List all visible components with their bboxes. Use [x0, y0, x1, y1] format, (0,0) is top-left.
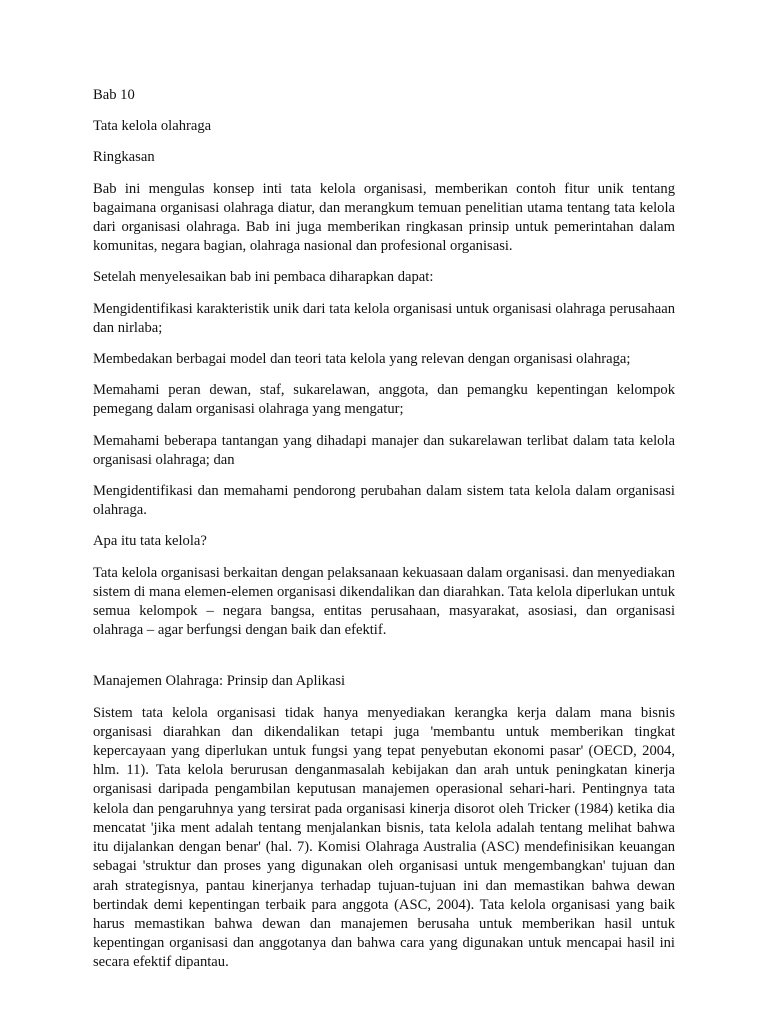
document-page [93, 86, 675, 985]
summary-heading: Ringkasan [93, 149, 155, 166]
page-break-gap [93, 652, 675, 672]
objectives-intro: Setelah menyelesaikan bab ini pembaca diharapkan dapat: [93, 269, 434, 286]
objective-item: Membedakan berbagai model dan teori tata kelola yang relevan dengan organisasi olahraga; [93, 351, 631, 368]
definition-paragraph: Tata kelola organisasi berkaitan dengan pelaksanaan kekuasaan dalam organisasi. dan menyediakan sistem di mana elemen-elemen organisasi dikendalikan dan diarahkan. Tata kelola diperlukan untuk semua kelompok – negara bangsa, entitas perusahaan, masyarakat, asosiasi, dan organisasi olahraga – agar berfungsi dengan baik dan efektif. [93, 564, 676, 639]
objective-item: Mengidentifikasi karakteristik unik dari tata kelola organisasi untuk organisasi olahraga perusahaan dan nirlaba; [93, 300, 675, 336]
summary-paragraph: Bab ini mengulas konsep inti tata kelola organisasi, memberikan contoh fitur unik tentang bagaimana organisasi olahraga diatur, dan merangkum temuan penelitian utama tentang tata kelola dari organisasi olahraga. Bab ini juga memberikan ringkasan prinsip untuk pemerintahan dalam komunitas, negara bagian, olahraga nasional dan profesional organisasi. [93, 180, 675, 255]
chapter-title: Tata kelola olahraga [93, 118, 212, 135]
chapter-number: Bab 10 [93, 87, 135, 103]
objective-item: Memahami peran dewan, staf, sukarelawan, anggota, dan pemangku kepentingan kelompok pemegang dalam organisasi olahraga yang mengatur; [93, 382, 675, 418]
objective-item: Memahami beberapa tantangan yang dihadapi manajer dan sukarelawan terlibat dalam tata kelola organisasi olahraga; dan [93, 432, 675, 468]
running-header: Manajemen Olahraga: Prinsip dan Aplikasi [93, 673, 346, 690]
objective-item: Mengidentifikasi dan memahami pendorong perubahan dalam sistem tata kelola dalam organisasi olahraga. [93, 483, 675, 519]
section-heading: Apa itu tata kelola? [93, 533, 207, 550]
body-paragraph: Sistem tata kelola organisasi tidak hanya menyediakan kerangka kerja dalam mana bisnis organisasi diarahkan dan dikendalikan tetapi juga 'membantu untuk memberikan tingkat kepercayaan yang diperlukan untuk fungsi yang tepat penyebutan ekonomi pasar' (OECD, 2004, hlm. 11). Tata kelola berurusan denganmasalah kebijakan dan arah untuk peningkatan kinerja organisasi daripada pengambilan keputusan manajemen operasional sehari-hari. Pentingnya tata kelola dan pengaruhnya yang tersirat pada organisasi kinerja disorot oleh Tricker (1984) ketika dia mencatat 'jika ment adalah tentang menjalankan bisnis, tata kelola adalah tentang melihat bahwa itu dijalankan dengan benar' (hal. 7). Komisi Olahraga Australia (ASC) mendefinisikan keuangan sebagai 'struktur dan proses yang digunakan oleh organisasi untuk mengembangkan' tujuan dan arah strategisnya, pantau kinerjanya terhadap tujuan-tujuan ini dan memastikan bahwa dewan bertindak demi kepentingan terbaik para anggota (ASC, 2004). Tata kelola organisasi yang baik harus memastikan bahwa dewan dan manajemen berusaha untuk memberikan hasil untuk kepentingan organisasi dan anggotanya dan bahwa cara yang digunakan untuk mencapai hasil ini secara efektif dipantau. [93, 704, 675, 971]
